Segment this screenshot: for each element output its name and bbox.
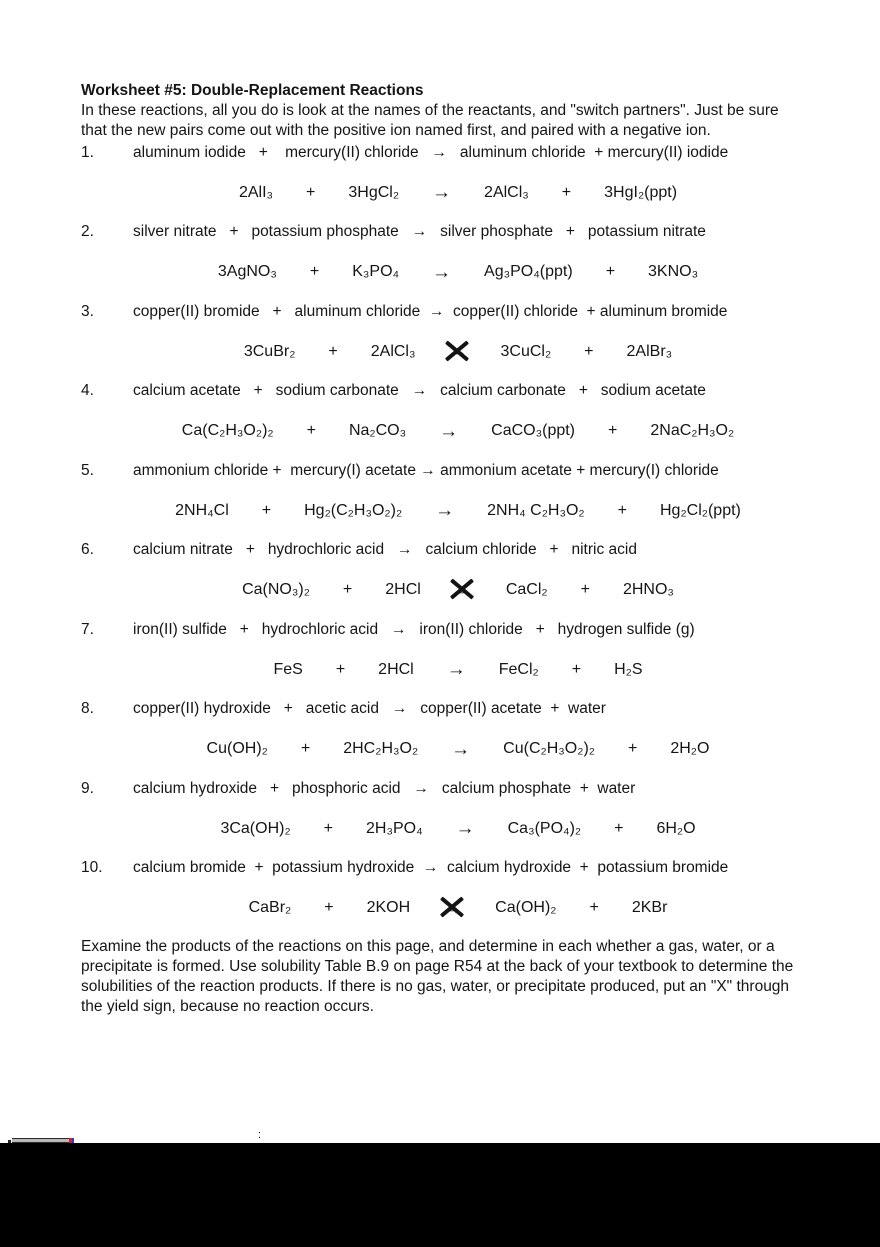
plus-sign: +	[306, 422, 316, 440]
formula-reactant-1: 2AlI₃	[238, 183, 274, 201]
formula-reactant-2: Na₂CO₃	[348, 422, 407, 440]
formula-product-1: 3CuCl₂	[500, 342, 552, 360]
formula-product-1: CaCO₃(ppt)	[491, 422, 576, 440]
reaction-word-equation: calcium hydroxide + phosphoric acid → calcium phosphate + water	[133, 779, 636, 797]
reaction-word-equation: copper(II) hydroxide + acetic acid → copper(II) acetate + water	[133, 700, 606, 718]
plus-sign: +	[335, 660, 346, 678]
reaction-word-line	[81, 292, 795, 332]
reaction-item-6	[81, 531, 795, 611]
yield-arrow-icon	[447, 660, 466, 679]
yield-arrow-icon	[432, 183, 451, 202]
plus-sign: +	[605, 263, 616, 281]
reaction-formula-equation	[81, 729, 795, 769]
formula-reactant-1: 3AgNO₃	[217, 263, 277, 281]
formula-product-1: 2AlCl₃	[484, 183, 529, 201]
formula-reactant-1: CaBr₂	[248, 899, 292, 917]
reaction-number: 4.	[81, 382, 94, 400]
formula-reactant-1: Ca(C₂H₃O₂)₂	[181, 422, 274, 440]
formula-product-2: 2AlBr₃	[626, 342, 673, 360]
formula-product-1: Ca(OH)₂	[495, 899, 557, 917]
reaction-item-5	[81, 451, 795, 531]
reaction-formula-equation	[81, 809, 795, 849]
colon-artifact: :	[258, 1129, 262, 1141]
formula-reactant-1: 3CuBr₂	[243, 342, 296, 360]
arrow-glyph: →	[439, 420, 459, 442]
formula-product-1: FeCl₂	[498, 660, 539, 678]
reaction-word-equation: aluminum iodide + mercury(II) chloride → aluminum chloride + mercury(II) iodide	[133, 143, 729, 161]
reaction-word-line	[81, 610, 795, 650]
formula-reactant-2: 2AlCl₃	[370, 342, 416, 360]
reaction-word-line	[81, 133, 795, 173]
plus-sign: +	[589, 899, 599, 917]
formula-product-2: 2HNO₃	[622, 581, 674, 599]
reaction-word-line	[81, 769, 795, 809]
reaction-formula-equation	[81, 650, 795, 690]
plus-sign: +	[580, 581, 590, 599]
formula-product-1: 2NH₄ C₂H₃O₂	[487, 501, 585, 519]
reaction-word-line	[81, 451, 795, 491]
reaction-item-7	[81, 610, 795, 690]
arrow-glyph: →	[448, 341, 468, 363]
plus-sign: +	[328, 342, 338, 360]
yield-arrow-icon	[451, 740, 470, 759]
formula-reactant-1: 3Ca(OH)₂	[220, 819, 291, 837]
reaction-number: 6.	[81, 541, 94, 559]
yield-arrow-crossed-icon	[443, 899, 462, 918]
reaction-word-equation: calcium acetate + sodium carbonate → calcium carbonate + sodium acetate	[133, 382, 706, 400]
yield-arrow-icon	[432, 263, 451, 282]
formula-reactant-1: Cu(OH)₂	[206, 740, 268, 758]
arrow-glyph: →	[435, 500, 455, 522]
page-title: Worksheet #5: Double-Replacement Reactions	[81, 82, 424, 99]
reaction-item-4	[81, 372, 795, 452]
reaction-formula-equation	[81, 888, 795, 928]
formula-product-1: Cu(C₂H₃O₂)₂	[503, 740, 595, 758]
reaction-word-line	[81, 849, 795, 889]
yield-arrow-icon	[439, 422, 458, 441]
footer-instructions: Examine the products of the reactions on this page, and determine in each whether a gas, water, or a precipitate is formed. Use solubility Table B.9 on page R54 at the back of your textbook to determine the solubilities of the reaction products. If there is no gas, water, or precipitate produced, put an "X" through the yield sign, because no reaction occurs.	[81, 938, 794, 1015]
arrow-glyph: →	[453, 579, 473, 601]
formula-product-1: Ca₃(PO₄)₂	[507, 819, 582, 837]
reaction-number: 5.	[81, 461, 94, 479]
intro-paragraph: In these reactions, all you do is look at the names of the reactants, and "switch partners". Just be sure that the new pairs come out with the positive ion named first, and paired with a negative ion.	[81, 102, 779, 139]
reaction-number: 10.	[81, 859, 103, 877]
formula-product-2: 3KNO₃	[648, 263, 699, 281]
plus-sign: +	[324, 899, 334, 917]
arrow-glyph: →	[443, 897, 463, 919]
formula-reactant-2: 3HgCl₂	[348, 183, 400, 201]
formula-product-2: 2H₂O	[670, 740, 710, 758]
arrow-glyph: →	[446, 659, 466, 681]
formula-reactant-2: Hg₂(C₂H₃O₂)₂	[304, 501, 403, 519]
formula-reactant-2: 2KOH	[366, 899, 411, 917]
formula-product-2: 3HgI₂(ppt)	[604, 183, 678, 201]
reaction-word-equation: ammonium chloride + mercury(I) acetate → ammonium acetate + mercury(I) chloride	[133, 461, 719, 479]
reactions-list	[81, 133, 795, 928]
reaction-word-equation: copper(II) bromide + aluminum chloride → copper(II) chloride + aluminum bromide	[133, 302, 728, 320]
reaction-word-equation: iron(II) sulfide + hydrochloric acid → iron(II) chloride + hydrogen sulfide (g)	[133, 620, 695, 638]
arrow-glyph: →	[455, 818, 475, 840]
plus-sign: +	[261, 501, 272, 519]
reaction-item-2	[81, 213, 795, 293]
plus-sign: +	[614, 819, 624, 837]
reaction-number: 9.	[81, 779, 94, 797]
arrow-glyph: →	[451, 738, 471, 760]
reaction-item-1	[81, 133, 795, 213]
formula-reactant-2: 2HC₂H₃O₂	[343, 740, 419, 758]
formula-product-2: 2KBr	[631, 899, 668, 917]
reaction-number: 7.	[81, 620, 94, 638]
reaction-word-line	[81, 372, 795, 412]
reaction-formula-equation	[81, 411, 795, 451]
reaction-number: 2.	[81, 223, 94, 241]
formula-reactant-1: FeS	[273, 660, 303, 678]
reaction-item-9	[81, 769, 795, 849]
reaction-formula-equation	[81, 491, 795, 531]
plus-sign: +	[561, 183, 572, 201]
reaction-formula-equation	[81, 252, 795, 292]
reaction-formula-equation	[81, 332, 795, 372]
scrollbar-track	[12, 1138, 69, 1143]
reaction-word-equation: calcium bromide + potassium hydroxide → calcium hydroxide + potassium bromide	[133, 859, 729, 877]
yield-arrow-icon	[435, 501, 454, 520]
reaction-number: 8.	[81, 700, 94, 718]
reaction-number: 1.	[81, 143, 94, 161]
plus-sign: +	[571, 660, 582, 678]
plus-sign: +	[309, 263, 320, 281]
reaction-item-8	[81, 690, 795, 770]
formula-product-2: 6H₂O	[656, 819, 696, 837]
reaction-word-equation: silver nitrate + potassium phosphate → silver phosphate + potassium nitrate	[133, 223, 706, 241]
formula-reactant-1: Ca(NO₃)₂	[242, 581, 310, 599]
formula-reactant-2: K₃PO₄	[352, 263, 400, 281]
plus-sign: +	[306, 183, 316, 201]
reaction-number: 3.	[81, 302, 94, 320]
bottom-black-bar	[0, 1143, 880, 1247]
yield-arrow-icon	[456, 819, 475, 838]
reaction-item-3	[81, 292, 795, 372]
reaction-word-equation: calcium nitrate + hydrochloric acid → calcium chloride + nitric acid	[133, 541, 637, 559]
formula-product-2: Hg₂Cl₂(ppt)	[659, 501, 741, 519]
formula-product-2: 2NaC₂H₃O₂	[650, 422, 735, 440]
yield-arrow-crossed-icon	[454, 581, 473, 600]
formula-reactant-2: 2HCl	[378, 660, 414, 678]
reaction-formula-equation	[81, 570, 795, 610]
reaction-word-line	[81, 531, 795, 571]
plus-sign: +	[342, 581, 353, 599]
formula-reactant-1: 2NH₄Cl	[175, 501, 229, 519]
formula-product-1: CaCl₂	[505, 581, 548, 599]
arrow-glyph: →	[432, 261, 452, 283]
formula-product-1: Ag₃PO₄(ppt)	[484, 263, 573, 281]
plus-sign: +	[323, 819, 333, 837]
formula-reactant-2: 2H₃PO₄	[366, 819, 423, 837]
plus-sign: +	[608, 422, 618, 440]
arrow-glyph: →	[432, 182, 452, 204]
plus-sign: +	[627, 740, 638, 758]
plus-sign: +	[617, 501, 627, 519]
reaction-word-line	[81, 690, 795, 730]
reaction-item-10	[81, 849, 795, 929]
reaction-word-line	[81, 213, 795, 253]
formula-product-2: H₂S	[614, 660, 643, 678]
reaction-formula-equation	[81, 173, 795, 213]
yield-arrow-crossed-icon	[449, 342, 468, 361]
plus-sign: +	[300, 740, 311, 758]
formula-reactant-2: 2HCl	[385, 581, 421, 599]
plus-sign: +	[584, 342, 594, 360]
